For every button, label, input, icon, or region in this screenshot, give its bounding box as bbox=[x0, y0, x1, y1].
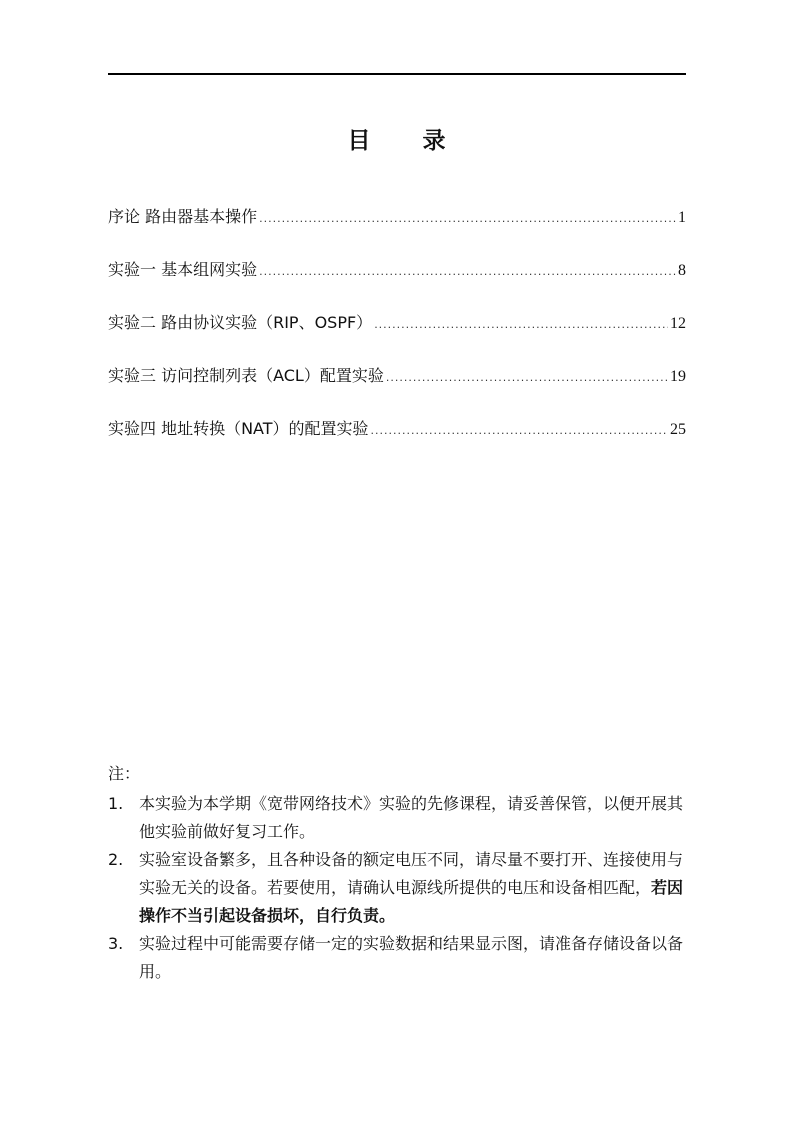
toc-page-number: 8 bbox=[678, 262, 686, 279]
toc-dot-leader bbox=[371, 424, 668, 437]
toc-entry-preface[interactable] bbox=[108, 204, 686, 257]
toc-entry-lab4[interactable] bbox=[108, 416, 686, 469]
toc-entry-label: 实验一 基本组网实验 bbox=[108, 260, 258, 279]
toc-entry-lab3[interactable] bbox=[108, 363, 686, 416]
page-title: 目 录 bbox=[347, 128, 468, 154]
header-rule bbox=[108, 73, 686, 75]
note-text bbox=[139, 930, 686, 986]
toc-dot-leader bbox=[374, 318, 668, 331]
note-item bbox=[108, 790, 686, 846]
note-body: 实验过程中可能需要存储一定的实验数据和结果显示图，请准备存储设备以备用。 bbox=[139, 934, 684, 981]
toc-entry-lab2[interactable] bbox=[108, 310, 686, 363]
toc-entry-label: 实验二 路由协议实验（RIP、OSPF） bbox=[108, 313, 373, 332]
table-of-contents bbox=[108, 204, 686, 469]
note-body: 实验室设备繁多，且各种设备的额定电压不同，请尽量不要打开、连接使用与实验无关的设备。若要使用，请确认电源线所提供的电压和设备相匹配， bbox=[139, 850, 684, 897]
note-number: 1. bbox=[108, 794, 124, 813]
note-item bbox=[108, 846, 686, 930]
note-body: 本实验为本学期《宽带网络技术》实验的先修课程，请妥善保管，以便开展其他实验前做好复习工作。 bbox=[139, 794, 684, 841]
toc-entry-label: 序论 路由器基本操作 bbox=[108, 207, 258, 226]
toc-page-number: 12 bbox=[670, 315, 686, 332]
note-number: 2. bbox=[108, 850, 124, 869]
note-warning: 若因操作不当引起设备损坏，自行负责。 bbox=[139, 878, 684, 925]
toc-page-number: 1 bbox=[678, 209, 686, 226]
notes-heading: 注： bbox=[108, 764, 141, 783]
toc-page-number: 19 bbox=[670, 368, 686, 385]
note-text bbox=[139, 790, 686, 846]
note-number: 3. bbox=[108, 934, 124, 953]
toc-page-number: 25 bbox=[670, 421, 686, 438]
note-text bbox=[139, 846, 686, 930]
toc-entry-label: 实验三 访问控制列表（ACL）配置实验 bbox=[108, 366, 384, 385]
toc-dot-leader bbox=[386, 371, 668, 384]
note-item bbox=[108, 930, 686, 986]
toc-entry-lab1[interactable] bbox=[108, 257, 686, 310]
toc-dot-leader bbox=[259, 265, 676, 278]
toc-entry-label: 实验四 地址转换（NAT）的配置实验 bbox=[108, 419, 369, 438]
notes-section bbox=[108, 760, 686, 986]
toc-dot-leader bbox=[259, 212, 676, 225]
